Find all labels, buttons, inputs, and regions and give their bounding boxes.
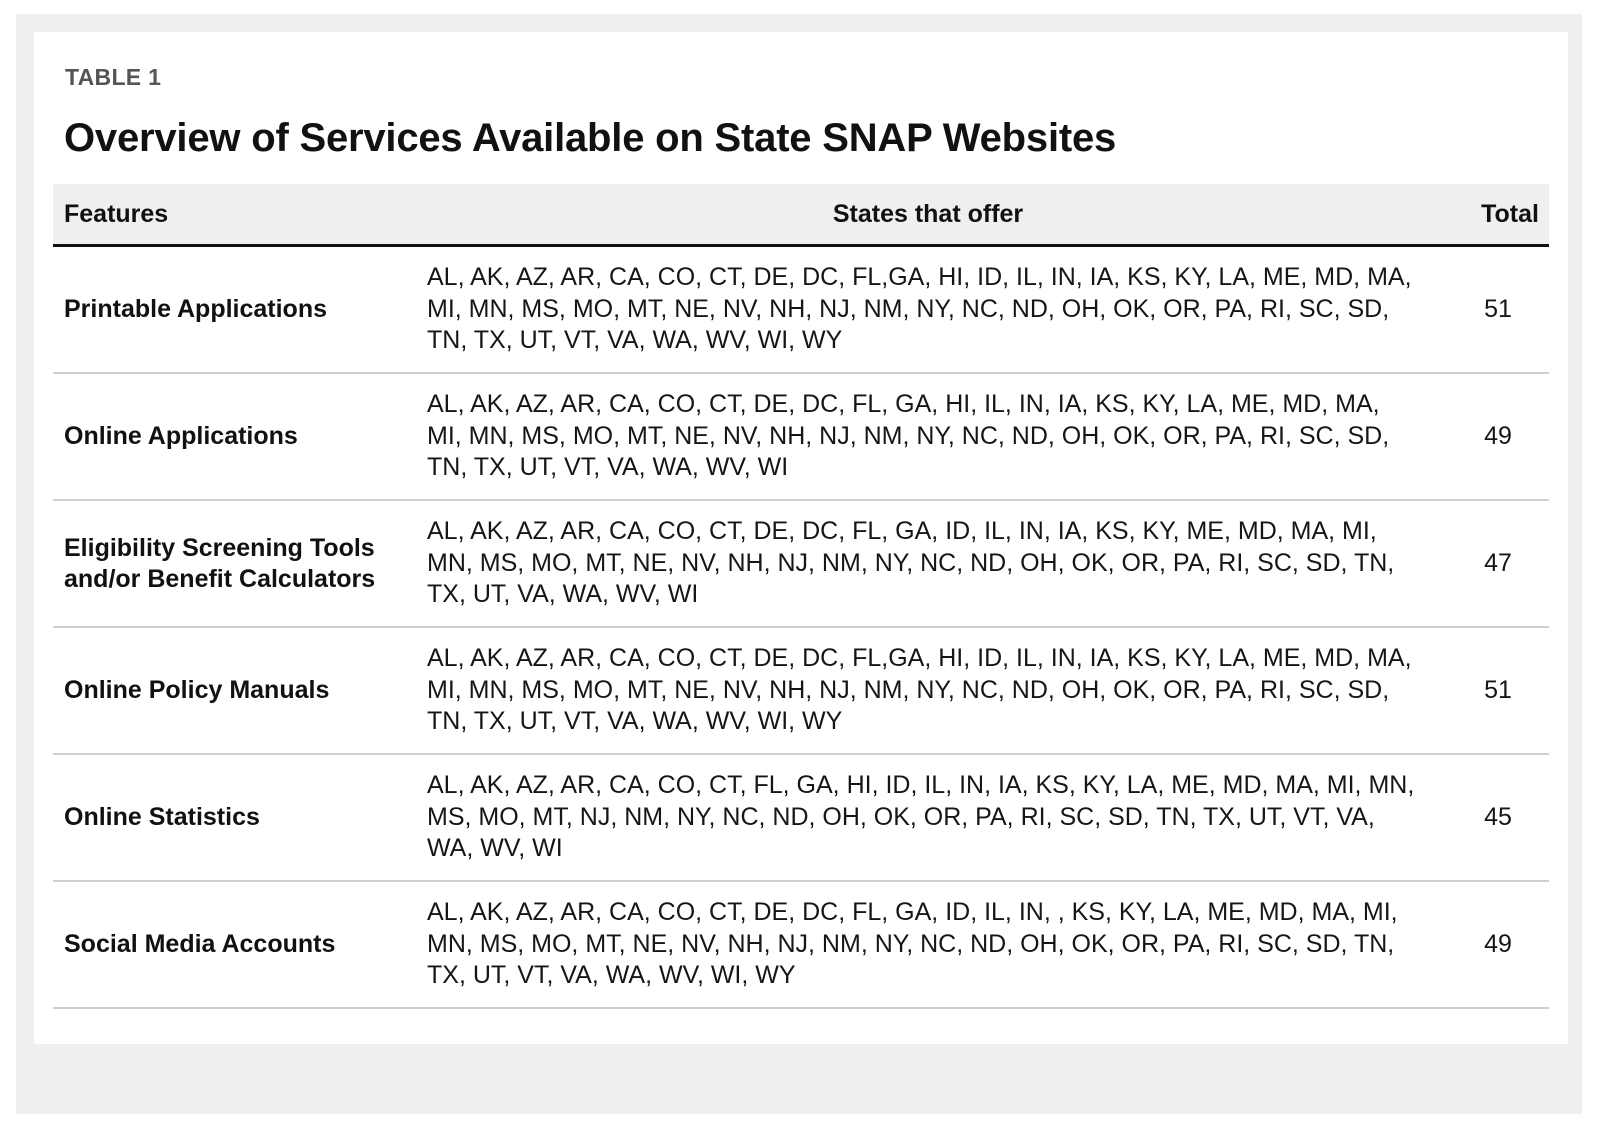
states-cell: AL, AK, AZ, AR, CA, CO, CT, DE, DC, FL,GA, HI, ID, IL, IN, IA, KS, KY, LA, ME, MD, MA, MI, MN, MS, MO, MT, NE, NV, NH, NJ, NM, NY, NC, ND, OH, OK, OR, PA, RI, SC, SD, TN, TX, UT, VT, VA, WA, WV, WI, WY	[427, 627, 1429, 754]
table-row	[53, 627, 1549, 754]
states-cell: AL, AK, AZ, AR, CA, CO, CT, DE, DC, FL,GA, HI, ID, IL, IN, IA, KS, KY, LA, ME, MD, MA, MI, MN, MS, MO, MT, NE, NV, NH, NJ, NM, NY, NC, ND, OH, OK, OR, PA, RI, SC, SD, TN, TX, UT, VT, VA, WA, WV, WI, WY	[427, 246, 1429, 374]
states-cell: AL, AK, AZ, AR, CA, CO, CT, DE, DC, FL, GA, ID, IL, IN, , KS, KY, LA, ME, MD, MA, MI, MN, MS, MO, MT, NE, NV, NH, NJ, NM, NY, NC, ND, OH, OK, OR, PA, RI, SC, SD, TN, TX, UT, VT, VA, WA, WV, WI, WY	[427, 881, 1429, 1008]
table-row	[53, 754, 1549, 881]
feature-cell: Social Media Accounts	[53, 881, 427, 1008]
column-header-states: States that offer	[427, 184, 1429, 246]
column-header-features: Features	[53, 184, 427, 246]
table-row	[53, 373, 1549, 500]
table-row	[53, 500, 1549, 627]
feature-cell: Online Policy Manuals	[53, 627, 427, 754]
table-title: Overview of Services Available on State SNAP Websites	[64, 116, 1117, 160]
states-cell: AL, AK, AZ, AR, CA, CO, CT, DE, DC, FL, GA, HI, IL, IN, IA, KS, KY, LA, ME, MD, MA, MI, MN, MS, MO, MT, NE, NV, NH, NJ, NM, NY, NC, ND, OH, OK, OR, PA, RI, SC, SD, TN, TX, UT, VT, VA, WA, WV, WI	[427, 373, 1429, 500]
total-cell: 49	[1429, 373, 1549, 500]
feature-cell: Printable Applications	[53, 246, 427, 374]
total-cell: 51	[1429, 627, 1549, 754]
table-card	[34, 32, 1568, 1044]
feature-cell: Eligibility Screening Tools and/or Benefit Calculators	[53, 500, 427, 627]
table-header-row	[53, 184, 1549, 246]
column-header-total: Total	[1429, 184, 1549, 246]
services-table	[53, 184, 1549, 1009]
total-cell: 51	[1429, 246, 1549, 374]
feature-cell: Online Applications	[53, 373, 427, 500]
table-row	[53, 881, 1549, 1008]
total-cell: 45	[1429, 754, 1549, 881]
table-number-label: TABLE 1	[65, 64, 162, 90]
states-cell: AL, AK, AZ, AR, CA, CO, CT, FL, GA, HI, ID, IL, IN, IA, KS, KY, LA, ME, MD, MA, MI, MN, MS, MO, MT, NJ, NM, NY, NC, ND, OH, OK, OR, PA, RI, SC, SD, TN, TX, UT, VT, VA, WA, WV, WI	[427, 754, 1429, 881]
total-cell: 49	[1429, 881, 1549, 1008]
states-cell: AL, AK, AZ, AR, CA, CO, CT, DE, DC, FL, GA, ID, IL, IN, IA, KS, KY, ME, MD, MA, MI, MN, MS, MO, MT, NE, NV, NH, NJ, NM, NY, NC, ND, OH, OK, OR, PA, RI, SC, SD, TN, TX, UT, VA, WA, WV, WI	[427, 500, 1429, 627]
total-cell: 47	[1429, 500, 1549, 627]
table-row	[53, 246, 1549, 374]
feature-cell: Online Statistics	[53, 754, 427, 881]
